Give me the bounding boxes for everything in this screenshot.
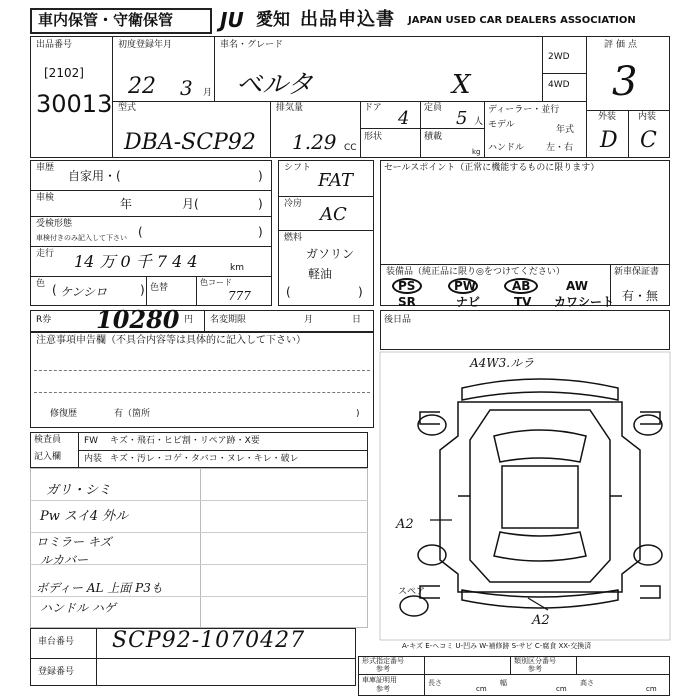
- rating-label: 評価点: [604, 40, 641, 50]
- equip-seat: カワシート: [554, 295, 615, 309]
- car-name-label: 車名・グレード: [220, 40, 284, 50]
- recycle-value: 10280: [96, 305, 180, 334]
- cert-label: 車庫証明用: [362, 676, 397, 684]
- handle-label: ハンドル: [488, 143, 525, 153]
- storage-label: 車内保管・守衛保管: [38, 11, 174, 29]
- name-change-label: 名変期限: [210, 315, 247, 325]
- listing-number: 30013: [36, 90, 113, 118]
- fuel-open: (: [286, 285, 291, 299]
- history-label: 車歴: [36, 163, 55, 173]
- wheel-rear-right: [634, 545, 662, 565]
- model-year-unit: 年式: [556, 125, 575, 135]
- fuel-diesel: 軽油: [308, 267, 333, 281]
- fw-items: キズ・飛石・ヒビ割・リペア跡・X要: [110, 436, 260, 446]
- equip-navi: ナビ: [456, 295, 481, 309]
- first-reg-year: 22: [128, 74, 156, 99]
- repair-value: 有（箇所: [114, 409, 151, 419]
- drive-2wd: 2WD: [548, 52, 570, 62]
- load-label: 積載: [424, 132, 443, 142]
- equip-sr: SR: [398, 295, 416, 309]
- capacity-unit: 人: [474, 117, 484, 127]
- inspector-note-6: ハンドル ハゲ: [40, 601, 116, 615]
- chassis-label: 車台番号: [38, 637, 75, 647]
- inspection-month: 月(: [182, 197, 199, 211]
- damage-legend: A-キズ E-ヘコミ U-凹み W-補修跡 S-サビ C-腐食 XX-交換済: [402, 642, 592, 650]
- model-label: 型式: [118, 103, 137, 113]
- shift-value: FAT: [318, 170, 353, 191]
- fw-label: FW: [84, 436, 99, 446]
- color-close: ): [140, 283, 145, 297]
- displacement-label: 排気量: [276, 103, 304, 113]
- inspector-note-5: ボディー AL 上面 P3も: [36, 581, 163, 595]
- inspection-close: ): [258, 197, 263, 211]
- ac-value: AC: [320, 204, 347, 225]
- recycle-label: R券: [36, 315, 52, 325]
- ac-label: 冷房: [284, 199, 303, 209]
- mileage-label: 走行: [36, 249, 55, 259]
- association-name: JAPAN USED CAR DEALERS ASSOCIATION: [408, 15, 636, 26]
- wheel-front-right: [634, 415, 662, 435]
- model-value: DBA-SCP92: [124, 130, 256, 155]
- registration-label: 登録番号: [38, 667, 75, 677]
- displacement-value: 1.29: [292, 130, 337, 154]
- receipt-label: 受検形態: [36, 219, 73, 229]
- load-unit: kg: [472, 148, 481, 156]
- exterior-label: 外装: [598, 112, 617, 122]
- color-open: (: [52, 283, 57, 297]
- form-title: 出品申込書: [300, 9, 395, 30]
- receipt-close: ): [258, 225, 263, 239]
- recycle-unit: 円: [184, 315, 194, 325]
- inspection-label: 車検: [36, 193, 55, 203]
- displacement-unit: CC: [344, 143, 357, 153]
- repair-close: ): [356, 409, 360, 419]
- spare-tire: [400, 596, 428, 616]
- warranty-options: 有・無: [622, 289, 659, 303]
- form-type-ref: 参考: [376, 665, 390, 673]
- inspector-label-2: 記入欄: [34, 452, 62, 462]
- interior-check-items: キズ・汚レ・コゲ・タバコ・ヌレ・キレ・破レ: [110, 454, 299, 464]
- equip-ab: AB: [512, 279, 531, 293]
- receipt-open: (: [138, 225, 143, 239]
- width-unit: cm: [556, 685, 567, 693]
- wheel-front-left: [418, 415, 446, 435]
- car-name: ベルタ: [236, 70, 313, 100]
- inspector-note-3: ロミラー キズ: [36, 535, 112, 549]
- first-reg-label: 初度登録年月: [118, 40, 173, 50]
- equip-ps: PS: [398, 279, 416, 293]
- chassis-value: SCP92-1070427: [112, 628, 306, 653]
- listing-bracket-code: [2102]: [44, 66, 84, 80]
- capacity-label: 定員: [424, 103, 443, 113]
- mileage-unit: km: [230, 263, 244, 273]
- color-code-label: 色コード: [200, 278, 232, 287]
- interior-grade: C: [640, 128, 657, 153]
- handle-options: 左・右: [546, 143, 574, 153]
- doors-value: 4: [398, 108, 410, 129]
- shape-label: 形状: [364, 132, 383, 142]
- doors-label: ドア: [364, 103, 382, 113]
- drive-4wd: 4WD: [548, 80, 570, 90]
- first-reg-month: 3: [180, 76, 193, 100]
- class-ref: 参考: [528, 665, 542, 673]
- repair-label: 修復歴: [50, 409, 78, 419]
- shift-label: シフト: [284, 163, 312, 173]
- inspector-note-2: Pw スイ4 外ル: [40, 509, 129, 524]
- color-code: 777: [228, 289, 251, 303]
- history-value: 自家用・(: [68, 169, 121, 183]
- color-change-label: 色替: [150, 283, 169, 293]
- equip-label: 装備品（純正品に限り◎をつけてください）: [386, 267, 565, 277]
- diagram-top-note: A4W3.ルラ: [470, 356, 535, 370]
- diagram-left-note: A2: [396, 517, 414, 532]
- model-year-label: モデル: [488, 120, 515, 130]
- inspector-label-1: 検査員: [34, 435, 62, 445]
- spare-label: スペア: [398, 587, 426, 597]
- color-label: 色: [36, 279, 46, 289]
- capacity-value: 5: [456, 108, 468, 129]
- car-outline: [420, 379, 660, 608]
- width-label: 幅: [500, 679, 507, 687]
- mileage-value: 14 万 0 千 7 4 4: [74, 252, 198, 271]
- interior-check-label: 内装: [84, 454, 103, 464]
- history-close: ): [258, 169, 263, 183]
- height-label: 高さ: [580, 679, 594, 687]
- fuel-label: 燃料: [284, 233, 303, 243]
- fuel-close: ): [358, 285, 363, 299]
- inspector-note-1: ガリ・シミ: [46, 483, 112, 498]
- equip-tv: TV: [514, 295, 532, 309]
- inspection-year: 年: [120, 197, 133, 211]
- receipt-note: 車検付きのみ記入して下さい: [36, 234, 127, 242]
- name-change-month: 月: [304, 315, 314, 325]
- logo-text: 愛知: [256, 10, 290, 30]
- fuel-gas: ガソリン: [306, 247, 355, 261]
- listing-number-label: 出品番号: [36, 40, 73, 50]
- wheel-rear-left: [418, 545, 446, 565]
- sales-point-label: セールスポイント（正常に機能するものに限ります）: [384, 163, 600, 173]
- exterior-grade: D: [600, 128, 618, 153]
- height-unit: cm: [646, 685, 657, 693]
- month-unit: 月: [203, 88, 213, 98]
- name-change-day: 日: [352, 315, 362, 325]
- form-type-label: 形式指定番号: [362, 657, 404, 665]
- dealer-label: ディーラー・並行: [488, 105, 560, 115]
- length-unit: cm: [476, 685, 487, 693]
- interior-label: 内装: [638, 112, 657, 122]
- rating-value: 3: [612, 59, 638, 105]
- cert-ref: 参考: [376, 685, 390, 693]
- class-label: 類別区分番号: [514, 657, 556, 665]
- diagram-bottom-note: A2: [532, 613, 550, 628]
- ju-logo: JU: [220, 8, 244, 32]
- equip-pw: PW: [454, 279, 477, 293]
- equip-aw: AW: [566, 279, 588, 293]
- warranty-label: 新車保証書: [614, 267, 660, 277]
- car-grade: X: [452, 70, 471, 100]
- notes-label: 注意事項申告欄（不具合内容等は具体的に記入して下さい）: [36, 335, 306, 346]
- rear-label: 後日品: [384, 315, 412, 325]
- inspector-note-4: ルカバー: [40, 553, 89, 567]
- length-label: 長さ: [428, 679, 442, 687]
- color-value: ケンシロ: [60, 285, 108, 299]
